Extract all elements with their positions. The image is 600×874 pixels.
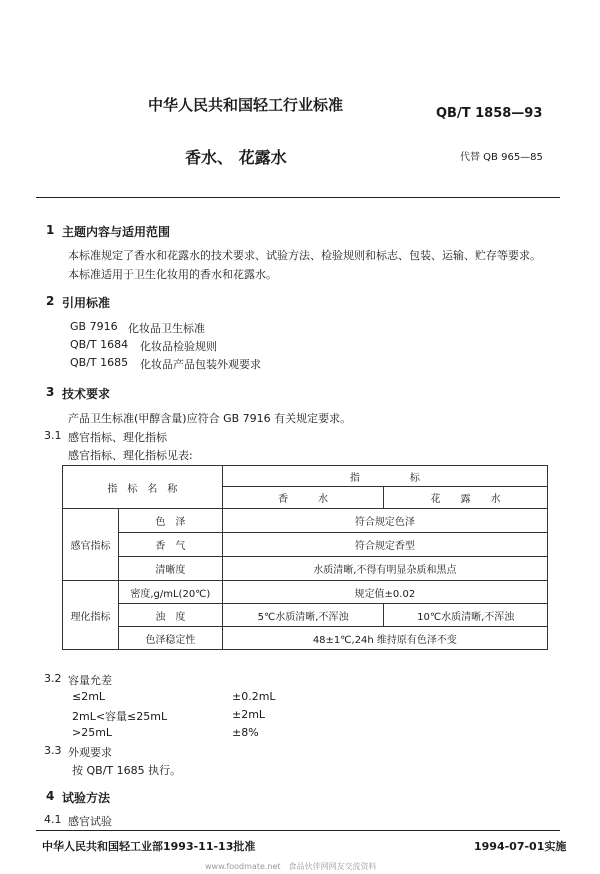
row-color-value: 符合规定色泽	[222, 509, 547, 533]
tolerance-range: >25mL	[72, 726, 113, 739]
subsection-4-1-title: 感官试验	[68, 815, 112, 828]
section-4-number: 4	[46, 789, 55, 803]
standard-number: QB/T 1858—93	[436, 106, 543, 121]
section-1-title: 主题内容与适用范围	[62, 225, 171, 239]
section-4-title: 试验方法	[62, 791, 111, 805]
header-divider	[36, 197, 560, 198]
tolerance-range: 2mL<容量≤25mL	[72, 710, 168, 723]
reference-name: 化妆品卫生标准	[128, 322, 205, 335]
row-turbidity-perfume: 5℃水质清晰,不浑浊	[222, 604, 384, 627]
header-indicator: 指 标	[222, 466, 547, 487]
section-2-title: 引用标准	[62, 296, 111, 310]
group-physicochemical: 理化指标	[63, 581, 119, 650]
row-density-name: 密度,g/mL(20℃)	[118, 581, 222, 604]
section-1-number: 1	[46, 223, 55, 237]
reference-code: GB 7916	[70, 320, 118, 333]
section-3-title: 技术要求	[62, 387, 111, 401]
document-title: 香水、 花露水	[185, 148, 287, 167]
row-scent-name: 香 气	[118, 533, 222, 557]
subsection-4-1-number: 4.1	[44, 813, 62, 826]
group-sensory: 感官指标	[63, 509, 119, 581]
subsection-3-3-number: 3.3	[44, 744, 62, 757]
row-clarity-value: 水质清晰,不得有明显杂质和黑点	[222, 557, 547, 581]
reference-name: 化妆品产品包装外观要求	[140, 358, 261, 371]
section-3-paragraph: 产品卫生标准(甲醇含量)应符合 GB 7916 有关规定要求。	[68, 412, 352, 425]
reference-name: 化妆品检验规则	[140, 340, 217, 353]
section-2-number: 2	[46, 294, 55, 308]
approval-line: 中华人民共和国轻工业部1993-11-13批准	[42, 840, 256, 853]
row-scent-value: 符合规定香型	[222, 533, 547, 557]
header-perfume: 香 水	[222, 487, 384, 509]
subsection-3-1-title: 感官指标、理化指标	[68, 431, 167, 444]
row-color-name: 色 泽	[118, 509, 222, 533]
effective-date: 1994-07-01实施	[474, 840, 567, 853]
row-clarity-name: 清晰度	[118, 557, 222, 581]
footer-divider	[36, 830, 560, 831]
row-density-value: 规定值±0.02	[222, 581, 547, 604]
section-1-paragraph-1: 本标准规定了香水和花露水的技术要求、试验方法、检验规则和标志、包装、运输、贮存等要求。	[68, 249, 541, 262]
tolerance-value: ±0.2mL	[232, 690, 276, 703]
row-stability-name: 色泽稳定性	[118, 627, 222, 650]
header-floral-water: 花 露 水	[384, 487, 548, 509]
subsection-3-3-title: 外观要求	[68, 746, 112, 759]
subsection-3-1-text: 感官指标、理化指标见表:	[68, 449, 193, 462]
reference-code: QB/T 1685	[70, 356, 129, 369]
org-title: 中华人民共和国轻工行业标准	[148, 96, 344, 114]
subsection-3-1-number: 3.1	[44, 429, 62, 442]
row-turbidity-floral-water: 10℃水质清晰,不浑浊	[384, 604, 548, 627]
subsection-3-2-title: 容量允差	[68, 674, 112, 687]
tolerance-value: ±2mL	[232, 708, 266, 721]
row-turbidity-name: 浊 度	[118, 604, 222, 627]
tolerance-value: ±8%	[232, 726, 259, 739]
tolerance-range: ≤2mL	[72, 690, 106, 703]
specification-table	[62, 465, 548, 650]
section-3-number: 3	[46, 385, 55, 399]
reference-code: QB/T 1684	[70, 338, 129, 351]
row-stability-value: 48±1℃,24h 维持原有色泽不变	[222, 627, 547, 650]
subsection-3-2-number: 3.2	[44, 672, 62, 685]
watermark: www.foodmate.net 食品伙伴网网友交流资料	[205, 862, 377, 871]
subsection-3-3-text: 按 QB/T 1685 执行。	[72, 764, 182, 777]
header-indicator-name: 指 标 名 称	[63, 466, 223, 509]
section-1-paragraph-2: 本标准适用于卫生化妆用的香水和花露水。	[68, 268, 277, 281]
replaces-note: 代替 QB 965—85	[460, 152, 543, 163]
